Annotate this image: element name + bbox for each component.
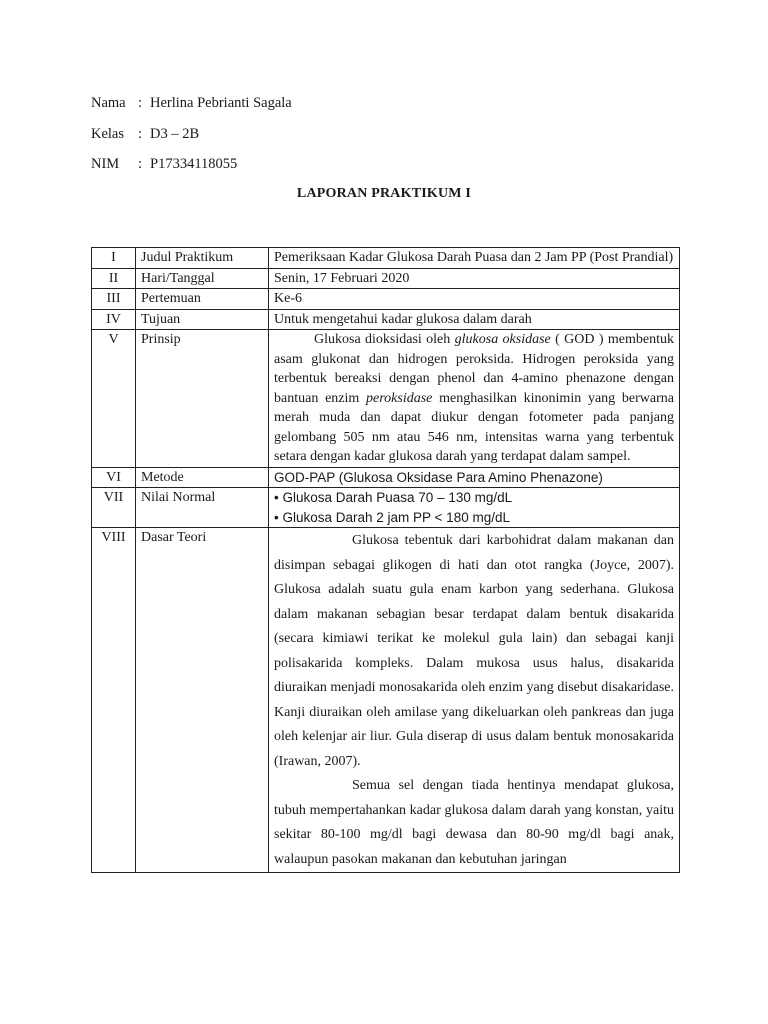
class-label: Kelas <box>91 125 125 142</box>
row-label: Pertemuan <box>136 289 269 310</box>
row-label: Dasar Teori <box>136 528 269 873</box>
report-table <box>91 247 680 873</box>
student-info <box>91 91 292 183</box>
normal-value-item: • Glukosa Darah 2 jam PP < 180 mg/dL <box>274 509 510 525</box>
principle-part: Glukosa dioksidasi oleh <box>314 332 455 347</box>
class-value: D3 – 2B <box>150 125 200 142</box>
normal-values <box>269 488 680 528</box>
row-value: Pemeriksaan Kadar Glukosa Darah Puasa dan 2 Jam PP (Post Prandial) <box>269 248 680 269</box>
name-label: Nama <box>91 95 126 111</box>
nim-label: NIM <box>91 156 120 172</box>
row-label: Hari/Tanggal <box>136 268 269 289</box>
name-row <box>91 91 292 122</box>
table-row <box>92 268 680 289</box>
table-row <box>92 467 680 488</box>
row-label: Nilai Normal <box>136 488 269 528</box>
row-label: Prinsip <box>136 330 269 468</box>
table-row <box>92 248 680 269</box>
row-value: Senin, 17 Februari 2020 <box>269 268 680 289</box>
nim-colon: : <box>138 156 143 172</box>
nim-value: P17334118055 <box>150 156 238 172</box>
row-number: VIII <box>92 528 136 873</box>
class-row <box>91 122 292 153</box>
principle-part: ( GOD ) membentuk asam glukonat dan hidrogen peroksida. Hidrogen peroksida yang terbentuk bereaksi dengan phenol dan 4-amino phenazone dengan bantuan enzim <box>274 332 674 406</box>
row-value: GOD-PAP (Glukosa Oksidase Para Amino Phenazone) <box>269 467 680 488</box>
table-row <box>92 528 680 873</box>
principle-part: menghasilkan kinonimin yang berwarna merah muda dan dapat diukur dengan fotometer pada panjang gelombang 505 nm atau 546 nm, intensitas warna yang terbentuk setara dengan kadar glukosa darah yang terdapat dalam sampel. <box>274 390 674 464</box>
row-number: VI <box>92 467 136 488</box>
row-value: Ke-6 <box>269 289 680 310</box>
row-label: Metode <box>136 467 269 488</box>
class-colon: : <box>138 125 143 142</box>
enzyme-name: glukosa oksidase <box>454 332 551 347</box>
theory-text <box>269 528 680 873</box>
row-label: Tujuan <box>136 309 269 330</box>
row-number: II <box>92 268 136 289</box>
table-row <box>92 289 680 310</box>
table-row <box>92 488 680 528</box>
theory-paragraph: Glukosa tebentuk dari karbohidrat dalam makanan dan disimpan sebagai glikogen di hati dan otot rangka (Joyce, 2007). Glukosa adalah suatu gula enam karbon yang sederhana. Glukosa dalam makanan sebagian besar terdapat dalam bentuk disakarida (secara kimiawi terikat ke molekul gula lain) dan sebagai kanji polisakarida kompleks. Dalam mukosa usus halus, disakarida diuraikan menjadi monosakarida oleh enzim yang disebut disakaridase. Kanji diuraikan oleh amilase yang dikeluarkan oleh pankreas dan juga oleh kelenjar air liur. Gula diserap di usus dalam bentuk monosakarida (Irawan, 2007). <box>274 533 674 769</box>
row-number: VII <box>92 488 136 528</box>
name-value: Herlina Pebrianti Sagala <box>150 95 292 111</box>
table-row <box>92 309 680 330</box>
row-number: I <box>92 248 136 269</box>
nim-row <box>91 152 292 183</box>
row-number: IV <box>92 309 136 330</box>
normal-value-item: • Glukosa Darah Puasa 70 – 130 mg/dL <box>274 490 513 505</box>
row-label: Judul Praktikum <box>136 248 269 269</box>
row-number: III <box>92 289 136 310</box>
theory-paragraph: Semua sel dengan tiada hentinya mendapat glukosa, tubuh mempertahankan kadar glukosa dalam darah yang konstan, yaitu sekitar 80-100 mg/dl bagi dewasa dan 80-90 mg/dl bagi anak, walaupun pasokan makanan dan kebutuhan jaringan <box>274 778 674 867</box>
row-number: V <box>92 330 136 468</box>
name-colon: : <box>138 95 143 111</box>
row-value: Untuk mengetahui kadar glukosa dalam darah <box>269 309 680 330</box>
table-row <box>92 330 680 468</box>
report-title: LAPORAN PRAKTIKUM I <box>296 186 472 201</box>
enzyme-name: peroksidase <box>366 390 433 406</box>
principle-text <box>269 330 680 468</box>
